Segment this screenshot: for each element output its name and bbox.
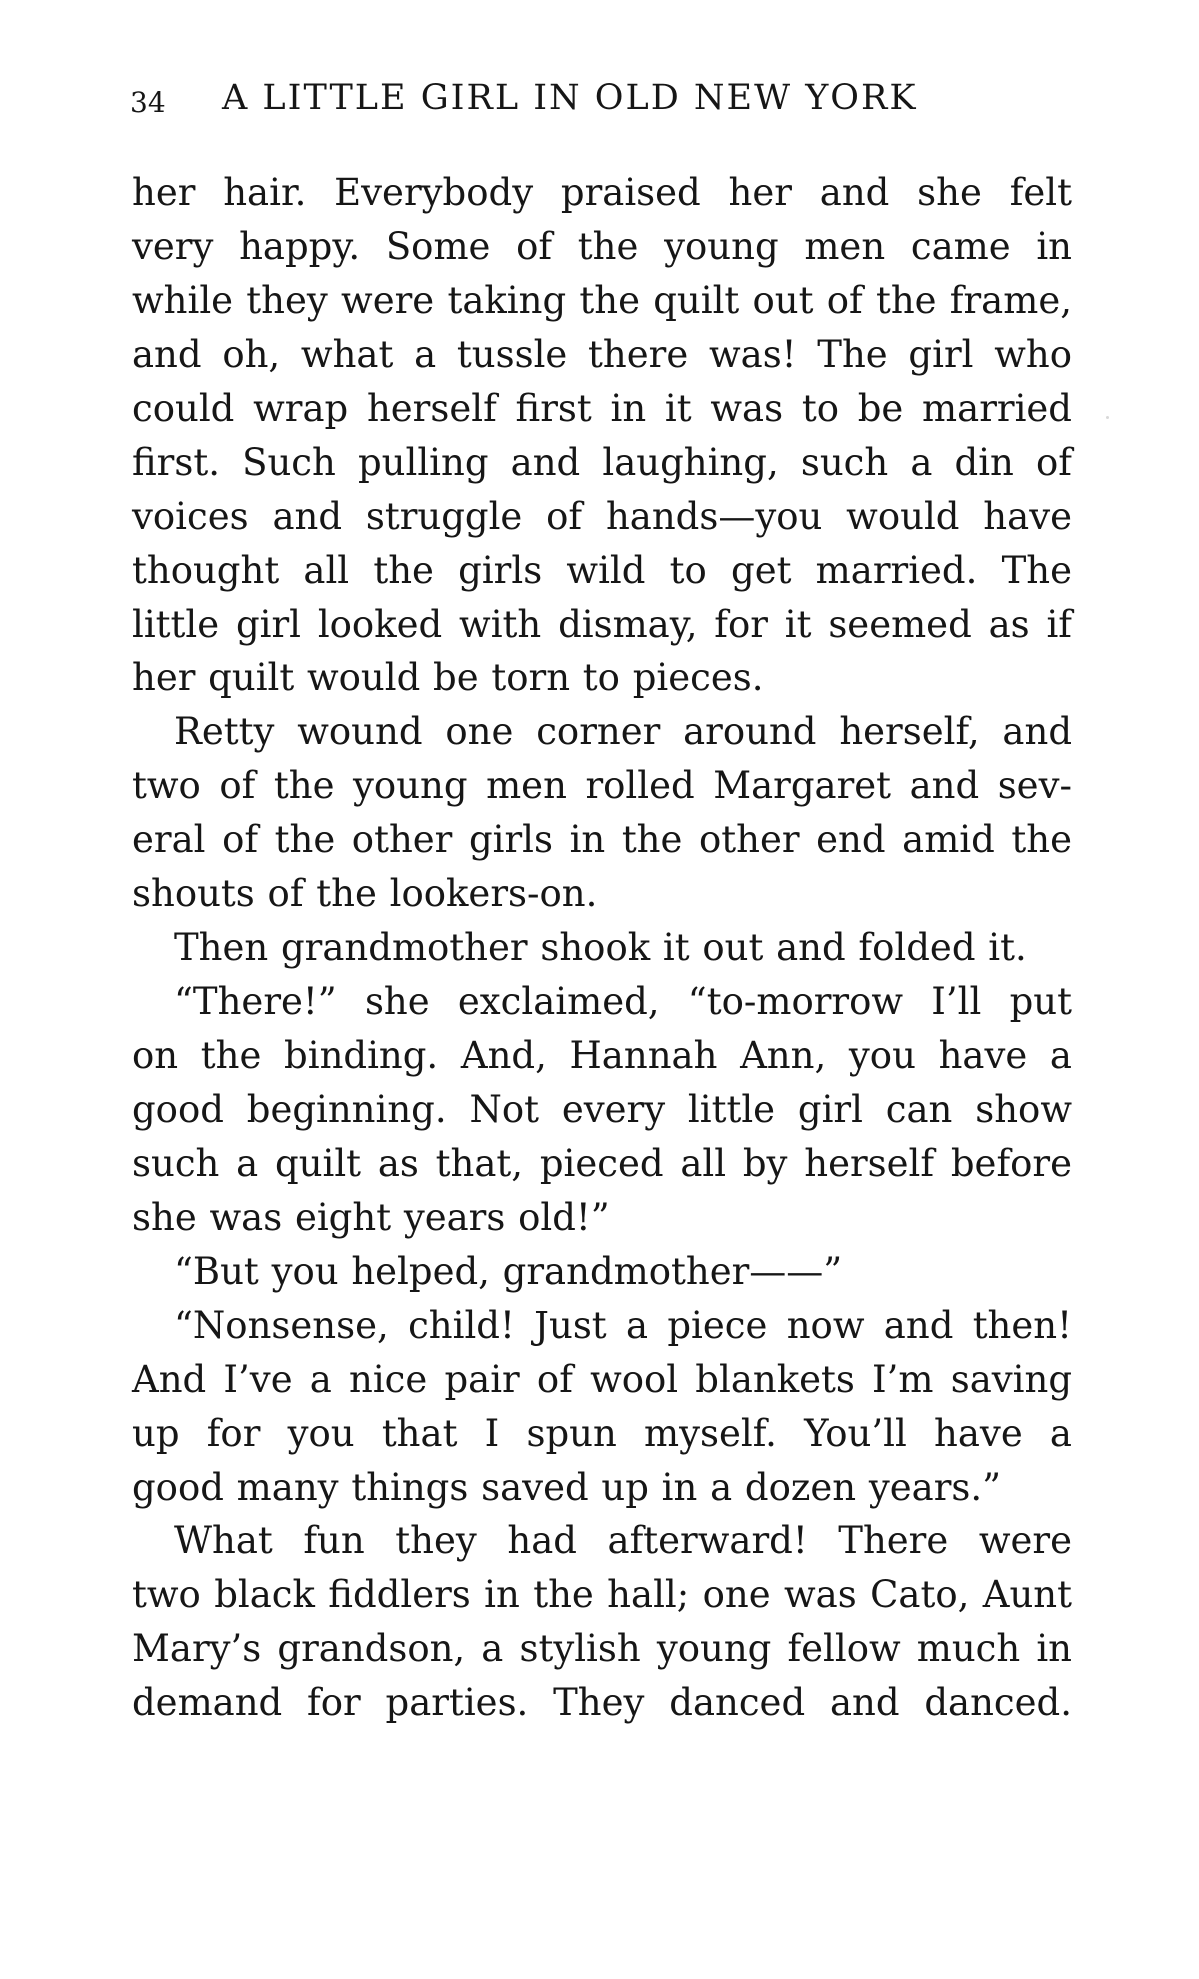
paragraph: [132, 705, 1072, 921]
text-line: first. Such pulling and laughing, such a din of: [132, 440, 1072, 484]
text-line: voices and struggle of hands—you would have: [132, 494, 1072, 538]
text-line: she was eight years old!”: [132, 1195, 610, 1239]
paper-speck: [1106, 416, 1109, 419]
paragraph: [132, 975, 1072, 1245]
text-line: and oh, what a tussle there was! The girl who: [132, 332, 1072, 376]
text-line: while they were taking the quilt out of the frame,: [132, 278, 1072, 322]
text-line: could wrap herself first in it was to be married: [132, 386, 1072, 430]
paragraph: [132, 1299, 1072, 1515]
text-line: such a quilt as that, pieced all by herself before: [132, 1141, 1072, 1185]
text-line: thought all the girls wild to get married. The: [132, 548, 1072, 592]
page-number: 34: [130, 86, 166, 119]
paragraph: [132, 921, 1072, 975]
text-line: little girl looked with dismay, for it seemed as if: [132, 602, 1072, 646]
text-line: What fun they had afterward! There were: [174, 1519, 1072, 1563]
text-line: Retty wound one corner around herself, and: [174, 710, 1072, 754]
text-line: Then grandmother shook it out and folded it.: [174, 926, 1027, 970]
text-line: “Nonsense, child! Just a piece now and then!: [174, 1303, 1072, 1347]
text-line: And I’ve a nice pair of wool blankets I’m saving: [132, 1357, 1072, 1401]
text-line: up for you that I spun myself. You’ll have a: [132, 1411, 1072, 1455]
text-line: Mary’s grandson, a stylish young fellow much in: [132, 1627, 1072, 1671]
text-line: two of the young men rolled Margaret and sev-: [132, 764, 1072, 808]
text-line: demand for parties. They danced and danced.: [132, 1681, 1072, 1725]
text-line: eral of the other girls in the other end amid the: [132, 818, 1072, 862]
text-line: shouts of the lookers-on.: [132, 872, 598, 916]
book-title-header: A LITTLE GIRL IN OLD NEW YORK: [222, 78, 918, 118]
body-text: [132, 166, 1072, 1730]
text-line: two black fiddlers in the hall; one was Cato, Aunt: [132, 1573, 1072, 1617]
text-line: “But you helped, grandmother——”: [174, 1249, 843, 1293]
text-line: good many things saved up in a dozen years.”: [132, 1465, 1002, 1509]
paragraph: [132, 1514, 1072, 1730]
text-line: on the binding. And, Hannah Ann, you have a: [132, 1034, 1072, 1077]
paragraph: [132, 166, 1072, 705]
text-line: “There!” she exclaimed, “to-morrow I’ll put: [174, 980, 1072, 1024]
paragraph: [132, 1245, 1072, 1299]
running-head: [130, 78, 1090, 128]
text-line: her quilt would be torn to pieces.: [132, 656, 764, 700]
text-line: her hair. Everybody praised her and she felt: [132, 171, 1072, 214]
text-line: very happy. Some of the young men came in: [132, 224, 1072, 268]
text-line: good beginning. Not every little girl can show: [132, 1087, 1072, 1131]
